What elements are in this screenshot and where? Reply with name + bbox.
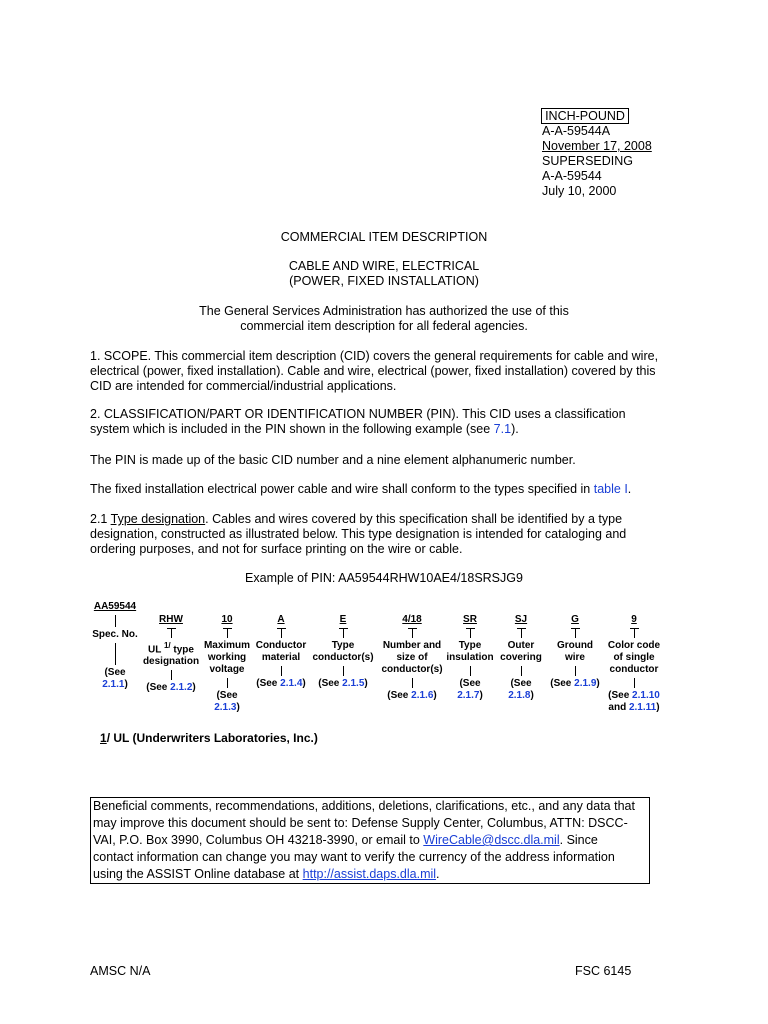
link-2-1-8[interactable]: 2.1.8	[508, 690, 531, 701]
link-2-1-4[interactable]: 2.1.4	[280, 678, 303, 689]
pin-element-color-code: 9 Color code of single conductor (See 2.1.10 and 2.1.11)	[607, 614, 661, 713]
link-table-i[interactable]: table I	[593, 482, 628, 496]
link-2-1-2[interactable]: 2.1.2	[170, 682, 193, 694]
fsc-label: FSC 6145	[575, 964, 632, 978]
pin-element-insulation: SR Type insulation (See 2.1.7)	[446, 614, 494, 701]
superseded-doc: A-A-59544	[542, 169, 602, 183]
scope-paragraph: 1. SCOPE. This commercial item description (CID) covers the general requirements for cable and wire, electrical (power, fixed installation). Cable and wire, electrical (power, fixed installation) covered by this CID are intended for commercial/industrial applications.	[90, 349, 659, 393]
pin-element-ul-type: RHW UL $^{1/}$ type designation (See 2.1.2)	[142, 614, 200, 694]
pin-element-conductor-type: E Type conductor(s) (See 2.1.5)	[312, 614, 374, 689]
pin-description: The PIN is made up of the basic CID number and a nine element alphanumeric number.	[90, 453, 576, 467]
type-designation-paragraph: 2.1 Type designation. Cables and wires covered by this specification shall be identified by a type designation, constructed as illustrated below. This type designation is intended for cataloging and ordering purposes, and not for surface printing on the wire or cable.	[90, 512, 627, 556]
pin-element-conductor-size: 4/18 Number and size of conductor(s) (See 2.1.6)	[381, 614, 443, 701]
link-2-1-5[interactable]: 2.1.5	[342, 678, 365, 689]
classification-paragraph: 2. CLASSIFICATION/PART OR IDENTIFICATION NUMBER (PIN). This CID uses a classification system which is included in the PIN shown in the following example (see 7.1).	[90, 407, 626, 436]
doc-title: CABLE AND WIRE, ELECTRICAL	[288, 259, 480, 273]
pin-element-conductor-material: A Conductor material (See 2.1.4)	[255, 614, 307, 689]
doc-number: A-A-59544A	[542, 124, 611, 138]
fixed-install-paragraph: The fixed installation electrical power cable and wire shall conform to the types specified in table I.	[90, 482, 632, 496]
superseding-label: SUPERSEDING	[542, 154, 633, 168]
pin-element-spec-no: AA59544 Spec. No. (See 2.1.1)	[92, 601, 138, 690]
superseded-date: July 10, 2000	[542, 184, 617, 198]
email-link[interactable]: WireCable@dscc.dla.mil	[423, 833, 560, 847]
type-designation-heading: Type designation	[110, 512, 206, 526]
link-2-1-10[interactable]: 2.1.10	[632, 690, 660, 701]
link-2-1-11[interactable]: 2.1.11	[628, 702, 657, 713]
authorization-line1: The General Services Administration has authorized the use of this	[199, 304, 569, 318]
doc-type-title: COMMERCIAL ITEM DESCRIPTION	[280, 230, 488, 244]
link-2-1-1[interactable]: 2.1.1	[102, 679, 125, 690]
link-2-1-6[interactable]: 2.1.6	[411, 690, 434, 701]
link-7-1[interactable]: 7.1	[493, 422, 512, 436]
example-pin: Example of PIN: AA59544RHW10AE4/18SRSJG9	[245, 571, 523, 585]
doc-subtitle: (POWER, FIXED INSTALLATION)	[289, 274, 479, 288]
link-2-1-9[interactable]: 2.1.9	[574, 678, 597, 689]
inch-pound-box: INCH-POUND	[541, 108, 629, 124]
comments-box: Beneficial comments, recommendations, additions, deletions, clarifications, etc., and any data that may improve this document should be sent to: Defense Supply Center, Columbus, ATTN: DSCC- VAI, P.O. Box 3990, Columbus OH 43218-3990, or email to WireCable@dscc.dla.mil. Since contact information can change you may want to verify the currency of the address information using the ASSIST Online database at http://assist.daps.dla.mil.	[90, 797, 650, 884]
pin-element-outer-covering: SJ Outer covering (See 2.1.8)	[500, 614, 542, 701]
footnote-ul: 1/ UL (Underwriters Laboratories, Inc.)	[100, 731, 318, 745]
doc-date: November 17, 2008	[542, 139, 652, 153]
pin-element-ground-wire: G Ground wire (See 2.1.9)	[550, 614, 600, 689]
link-2-1-3[interactable]: 2.1.3	[214, 702, 237, 713]
assist-url-link[interactable]: http://assist.daps.dla.mil	[302, 867, 437, 881]
pin-element-voltage: 10 Maximum working voltage (See 2.1.3)	[203, 614, 251, 713]
link-2-1-7[interactable]: 2.1.7	[457, 690, 480, 701]
authorization-line2: commercial item description for all federal agencies.	[240, 319, 528, 333]
amsc-label: AMSC N/A	[90, 964, 151, 978]
